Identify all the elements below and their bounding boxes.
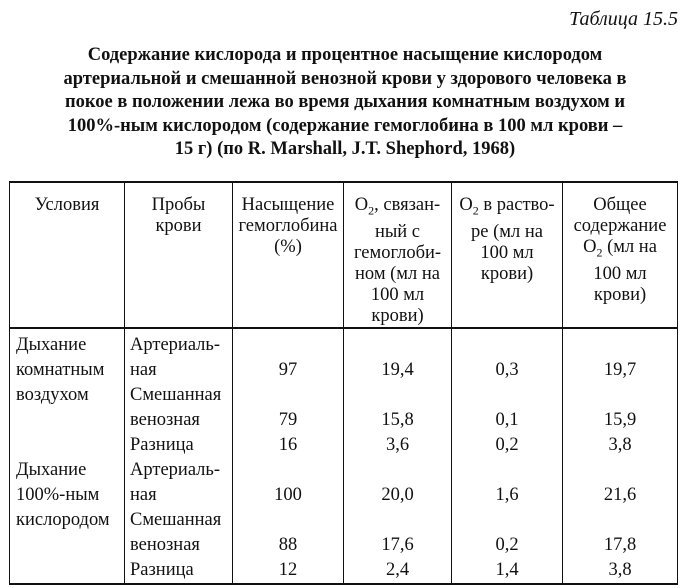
dissolved-o2-cell: 1,4 xyxy=(452,558,563,584)
sample-cell xyxy=(125,433,233,458)
header-line: крови) xyxy=(593,284,647,305)
header-dissolved-o2 xyxy=(452,182,563,328)
header-line: ный с xyxy=(374,221,421,242)
total-o2-cell: 15,9 xyxy=(563,383,678,433)
total-o2-cell: 3,8 xyxy=(563,558,678,584)
header-line: Общее xyxy=(593,195,647,215)
header-line: 100 мл xyxy=(480,242,534,263)
header-line: крови) xyxy=(480,263,534,284)
oxygen-table xyxy=(9,181,678,585)
dissolved-o2-cell: 0,3 xyxy=(452,328,563,383)
o2-symbol: O xyxy=(459,195,473,215)
saturation-cell: 100 xyxy=(233,458,344,508)
header-line: гемоглобина xyxy=(238,216,338,236)
condition-cell xyxy=(10,328,125,458)
sample-cell xyxy=(125,558,233,584)
bound-o2-cell: 17,6 xyxy=(344,508,452,558)
condition-line: комнатным xyxy=(16,359,105,380)
header-line xyxy=(454,195,560,222)
o2-subscript: 2 xyxy=(472,203,479,218)
total-o2-cell: 3,8 xyxy=(563,433,678,458)
o2-subscript: 2 xyxy=(596,245,603,260)
condition-line: Дыхание xyxy=(16,334,87,355)
header-line: Условия xyxy=(34,195,100,215)
condition-line: 100%-ным xyxy=(16,484,100,505)
header-line: ре (мл на xyxy=(471,221,543,242)
total-o2-cell: 21,6 xyxy=(563,458,678,508)
header-line: 100 мл xyxy=(593,263,647,284)
o2-symbol: O xyxy=(354,195,369,215)
saturation-cell: 12 xyxy=(233,558,344,584)
caption-line: 15 г) (по R. Marshall, J.T. Shephord, 1968) xyxy=(174,139,516,159)
header-line: Пробы xyxy=(151,195,206,215)
caption-line: покое в положении лежа во время дыхания комнатным воздухом и xyxy=(64,92,626,112)
dissolved-o2-cell: 0,2 xyxy=(452,433,563,458)
condition-line: Дыхание xyxy=(16,459,87,480)
sample-cell xyxy=(125,458,233,508)
header-line: (%) xyxy=(274,237,302,257)
condition-line: кислородом xyxy=(16,509,110,530)
sample-line: Артериаль- xyxy=(130,459,221,480)
dissolved-o2-cell: 1,6 xyxy=(452,458,563,508)
header-line xyxy=(565,237,675,264)
header-line: Насыщение xyxy=(241,195,335,215)
header-saturation xyxy=(233,182,344,328)
bound-o2-cell: 20,0 xyxy=(344,458,452,508)
header-text: в раство- xyxy=(478,195,555,215)
sample-line: ная xyxy=(130,359,157,380)
table-number: Таблица 15.5 xyxy=(569,8,678,30)
header-line: 100 мл xyxy=(370,284,425,305)
dissolved-o2-cell: 0,1 xyxy=(452,383,563,433)
header-total-o2 xyxy=(563,182,678,328)
o2-symbol: O xyxy=(583,237,597,257)
header-text: (мл на xyxy=(602,237,657,257)
caption-line: Содержание кислорода и процентное насыщение кислородом xyxy=(87,45,603,65)
sample-line: ная xyxy=(130,484,157,505)
sample-line: Разница xyxy=(130,559,194,580)
sample-line: венозная xyxy=(130,409,200,430)
sample-line: Разница xyxy=(130,434,194,455)
header-line: ном (мл на xyxy=(355,263,440,284)
condition-cell xyxy=(10,458,125,584)
header-bound-o2 xyxy=(344,182,452,328)
header-line: содержание xyxy=(573,216,667,236)
sample-line: Смешанная xyxy=(130,384,222,405)
sample-cell xyxy=(125,328,233,383)
bound-o2-cell: 3,6 xyxy=(344,433,452,458)
header-samples xyxy=(125,182,233,328)
bound-o2-cell: 19,4 xyxy=(344,328,452,383)
condition-line: воздухом xyxy=(16,384,89,405)
o2-subscript: 2 xyxy=(368,203,375,218)
saturation-cell: 88 xyxy=(233,508,344,558)
header-line: крови xyxy=(155,216,202,236)
dissolved-o2-cell: 0,2 xyxy=(452,508,563,558)
header-line xyxy=(346,195,449,222)
sample-cell xyxy=(125,383,233,433)
caption-line: 100%-ным кислородом (содержание гемоглобина в 100 мл крови – xyxy=(67,115,623,136)
saturation-cell: 97 xyxy=(233,328,344,383)
header-line: гемоглоби- xyxy=(353,242,442,263)
table-caption xyxy=(20,44,670,162)
bound-o2-cell: 2,4 xyxy=(344,558,452,584)
total-o2-cell: 19,7 xyxy=(563,328,678,383)
header-conditions xyxy=(10,182,125,328)
saturation-cell: 16 xyxy=(233,433,344,458)
sample-line: Смешанная xyxy=(130,509,222,530)
caption-line: артериальной и смешанной венозной крови у здорового человека в xyxy=(63,68,627,89)
table-row xyxy=(10,328,678,383)
header-text: , связан- xyxy=(374,195,441,215)
bound-o2-cell: 15,8 xyxy=(344,383,452,433)
header-row xyxy=(10,182,678,328)
header-line: крови) xyxy=(371,305,424,326)
table-row xyxy=(10,458,678,508)
sample-line: Артериаль- xyxy=(130,334,221,355)
sample-cell xyxy=(125,508,233,558)
sample-line: венозная xyxy=(130,534,200,555)
saturation-cell: 79 xyxy=(233,383,344,433)
total-o2-cell: 17,8 xyxy=(563,508,678,558)
